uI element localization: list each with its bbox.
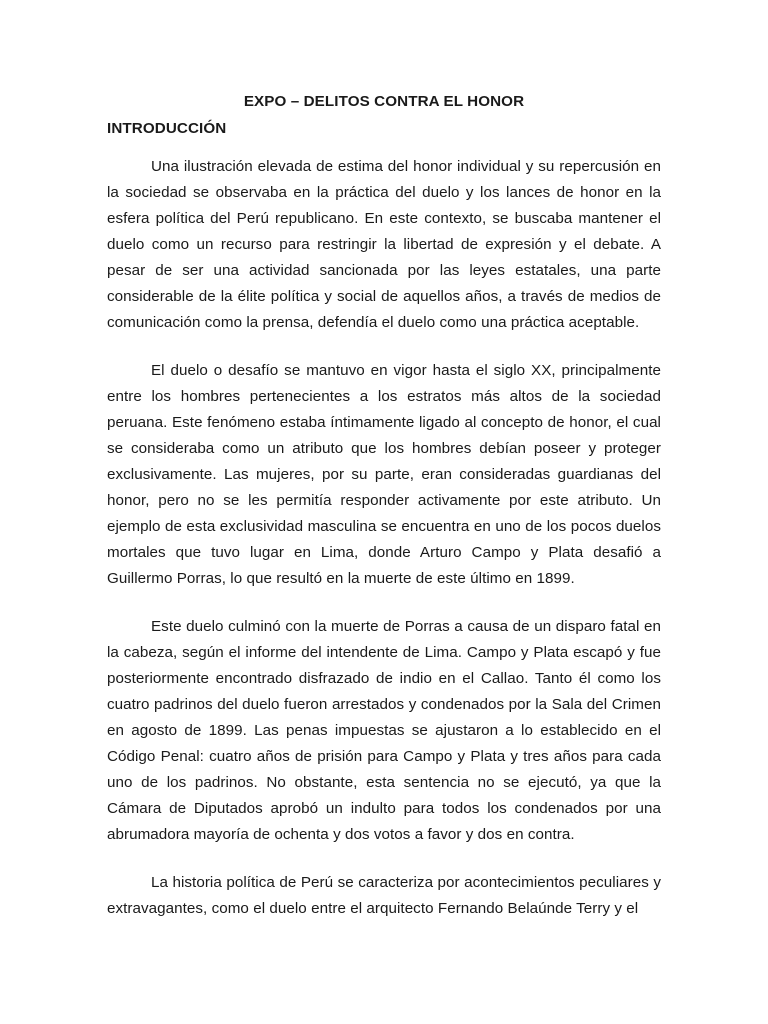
document-title: EXPO – DELITOS CONTRA EL HONOR [243, 93, 525, 110]
section-heading-introduccion: INTRODUCCIÓN [107, 120, 227, 137]
paragraph-4: La historia política de Perú se caracteriza por acontecimientos peculiares y extravagantes, como el duelo entre el arquitecto Fernando Belaúnde Terry y el [107, 874, 661, 917]
paragraph-3: Este duelo culminó con la muerte de Porras a causa de un disparo fatal en la cabeza, según el informe del intendente de Lima. Campo y Plata escapó y fue posteriormente encontrado disfrazado de indio en el Callao. Tanto él como los cuatro padrinos del duelo fueron arrestados y condenados por la Sala del Crimen en agosto de 1899. Las penas impuestas se ajustaron a lo establecido en el Código Penal: cuatro años de prisión para Campo y Plata y tres años para cada uno de los padrinos. No obstante, esta sentencia no se ejecutó, ya que la Cámara de Diputados aprobó un indulto para todos los condenados por una abrumadora mayoría de ochenta y dos votos a favor y dos en contra. [107, 618, 661, 843]
document-body [107, 92, 661, 922]
paragraph-2: El duelo o desafío se mantuvo en vigor hasta el siglo XX, principalmente entre los hombres pertenecientes a los estratos más altos de la sociedad peruana. Este fenómeno estaba íntimamente ligado al concepto de honor, el cual se consideraba como un atributo que los hombres debían poseer y proteger exclusivamente. Las mujeres, por su parte, eran consideradas guardianas del honor, pero no se les permitía responder activamente por este atributo. Un ejemplo de esta exclusividad masculina se encuentra en uno de los pocos duelos mortales que tuvo lugar en Lima, donde Arturo Campo y Plata desafió a Guillermo Porras, lo que resultó en la muerte de este último en 1899. [107, 362, 661, 587]
paragraph-1: Una ilustración elevada de estima del honor individual y su repercusión en la sociedad se observaba en la práctica del duelo y los lances de honor en la esfera política del Perú republicano. En este contexto, se buscaba mantener el duelo como un recurso para restringir la libertad de expresión y el debate. A pesar de ser una actividad sancionada por las leyes estatales, una parte considerable de la élite política y social de aquellos años, a través de medios de comunicación como la prensa, defendía el duelo como una práctica aceptable. [107, 158, 661, 331]
